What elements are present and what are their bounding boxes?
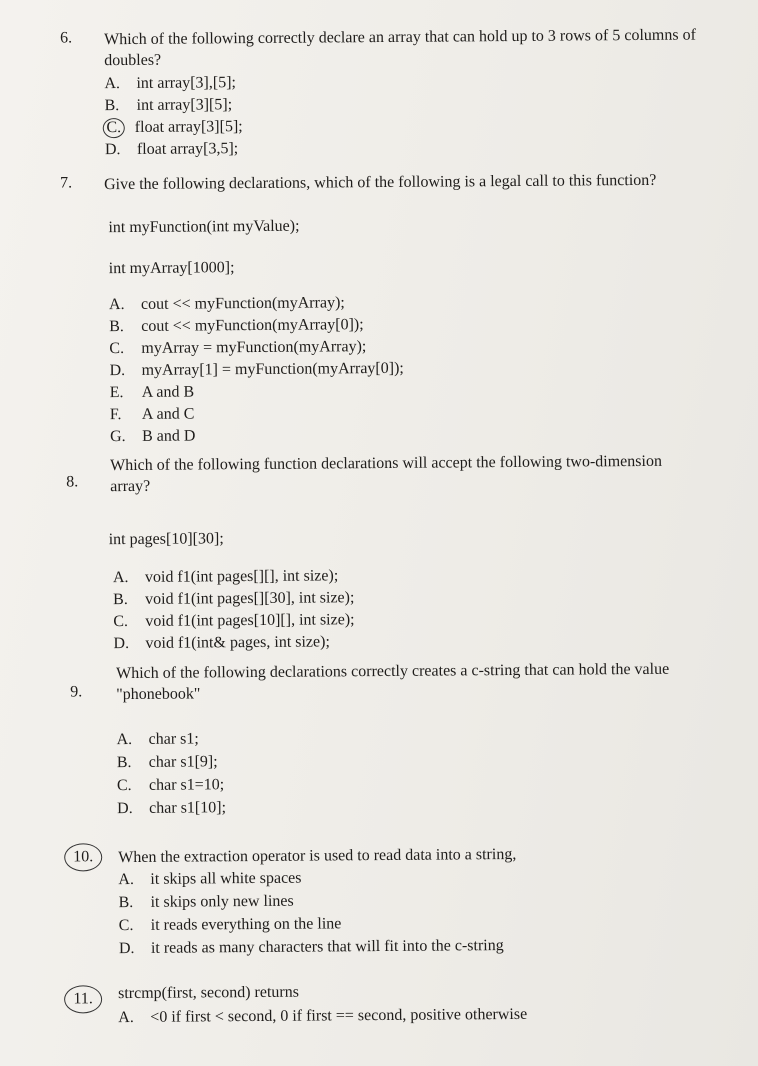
declaration: int pages[10][30]; [108,530,224,549]
option-letter: A. [118,870,135,889]
option-letter: D. [118,939,135,958]
question-7 [0,169,740,446]
option-a[interactable] [118,868,301,890]
question-11 [0,978,740,1027]
option-letter: A. [116,730,133,749]
option-text: char s1[9]; [148,753,218,771]
question-number-circled: 10. [64,843,102,871]
option-text: char s1; [148,730,199,748]
declaration: int myArray[1000]; [108,259,235,278]
option-letter: B. [104,97,120,115]
option-c[interactable] [109,336,366,359]
option-letter: A. [108,296,125,314]
option-g[interactable] [110,425,195,447]
option-text: A and C [141,405,195,423]
option-d[interactable] [105,138,238,160]
option-letter: E. [109,384,124,402]
question-8 [0,450,740,653]
question-stem: Give the following declarations, which of the following is a legal call to this function? [104,171,657,194]
option-text: float array[3,5]; [136,140,239,158]
question-stem: Which of the following function declarations will accept the following two-dimension array? [110,452,662,496]
option-text: it skips only new lines [150,892,294,911]
question-number: 9. [70,683,83,701]
option-b[interactable] [113,587,354,610]
option-letter: B. [118,893,134,912]
question-10 [0,824,740,958]
option-letter: C. [109,340,125,358]
option-text: it skips all white spaces [150,869,302,888]
question-stem: strcmp(first, second) returns [118,983,299,1003]
option-d[interactable] [113,631,330,654]
option-text: cout << myFunction(myArray[0]); [141,316,364,335]
option-letter: D. [117,799,133,818]
option-a[interactable] [113,565,338,588]
option-b[interactable] [117,751,218,773]
question-stem: When the extraction operator is used to read data into a string, [118,845,517,867]
option-a[interactable] [118,1004,527,1028]
question-6 [0,24,740,159]
option-c[interactable] [119,913,342,936]
option-text: int array[3][5]; [136,96,233,114]
option-text: myArray[1] = myFunction(myArray[0]); [141,359,404,379]
option-letter: D. [104,141,121,159]
option-c[interactable] [113,609,354,632]
declaration: int myFunction(int myValue); [108,217,300,237]
option-letter: B. [116,753,132,772]
option-a[interactable] [109,292,345,315]
option-d[interactable] [109,358,403,381]
option-text: void f1(int pages[][], int size); [144,567,339,586]
option-e[interactable] [110,381,195,403]
option-letter: D. [113,634,130,653]
option-text: void f1(int pages[][30], int size); [145,589,355,608]
option-c-selected[interactable] [105,116,243,138]
option-text: float array[3][5]; [134,118,243,136]
option-text: char s1[10]; [149,799,227,817]
option-letter: B. [113,591,128,609]
option-b[interactable] [105,94,233,116]
option-letter: A. [118,1008,134,1027]
option-a[interactable] [104,72,236,94]
question-stem: Which of the following correctly declare an array that can hold up to 3 rows of 5 columns of doubles? [104,26,696,70]
option-a[interactable] [117,728,199,750]
option-letter: D. [109,362,126,380]
option-text: myArray = myFunction(myArray); [141,338,367,357]
question-9 [0,658,740,818]
option-text: B and D [141,427,196,445]
option-letter: A. [104,75,121,93]
question-number: 6. [59,29,73,47]
option-letter: C. [113,613,129,631]
option-text: void f1(int pages[10][], int size); [145,611,355,630]
option-b[interactable] [118,891,293,913]
option-letter: G. [109,428,126,446]
option-text: cout << myFunction(myArray); [140,294,345,313]
question-stem: Which of the following declarations correctly creates a c-string that can hold the value "phonebook" [116,660,670,704]
option-text: A and B [141,383,195,401]
option-letter: F. [109,406,122,424]
option-text: it reads everything on the line [150,915,342,934]
option-text: char s1=10; [148,776,225,794]
option-letter: B. [109,318,124,336]
question-number-circled: 11. [64,985,102,1013]
option-f[interactable] [110,403,195,425]
option-c[interactable] [117,774,224,796]
question-number: 8. [66,473,79,491]
option-d[interactable] [117,797,226,819]
option-letter: A. [112,568,129,587]
option-d[interactable] [119,935,504,959]
option-text: <0 if first < second, 0 if first == second, positive otherwise [150,1005,528,1026]
option-text: int array[3],[5]; [136,74,237,92]
question-number: 7. [59,174,73,192]
option-text: void f1(int& pages, int size); [145,633,330,652]
option-letter: C. [118,916,134,935]
option-letter-circled: C. [103,118,125,138]
option-text: it reads as many characters that will fit into the c-string [150,937,504,957]
option-letter: C. [116,776,132,795]
option-b[interactable] [109,314,364,337]
